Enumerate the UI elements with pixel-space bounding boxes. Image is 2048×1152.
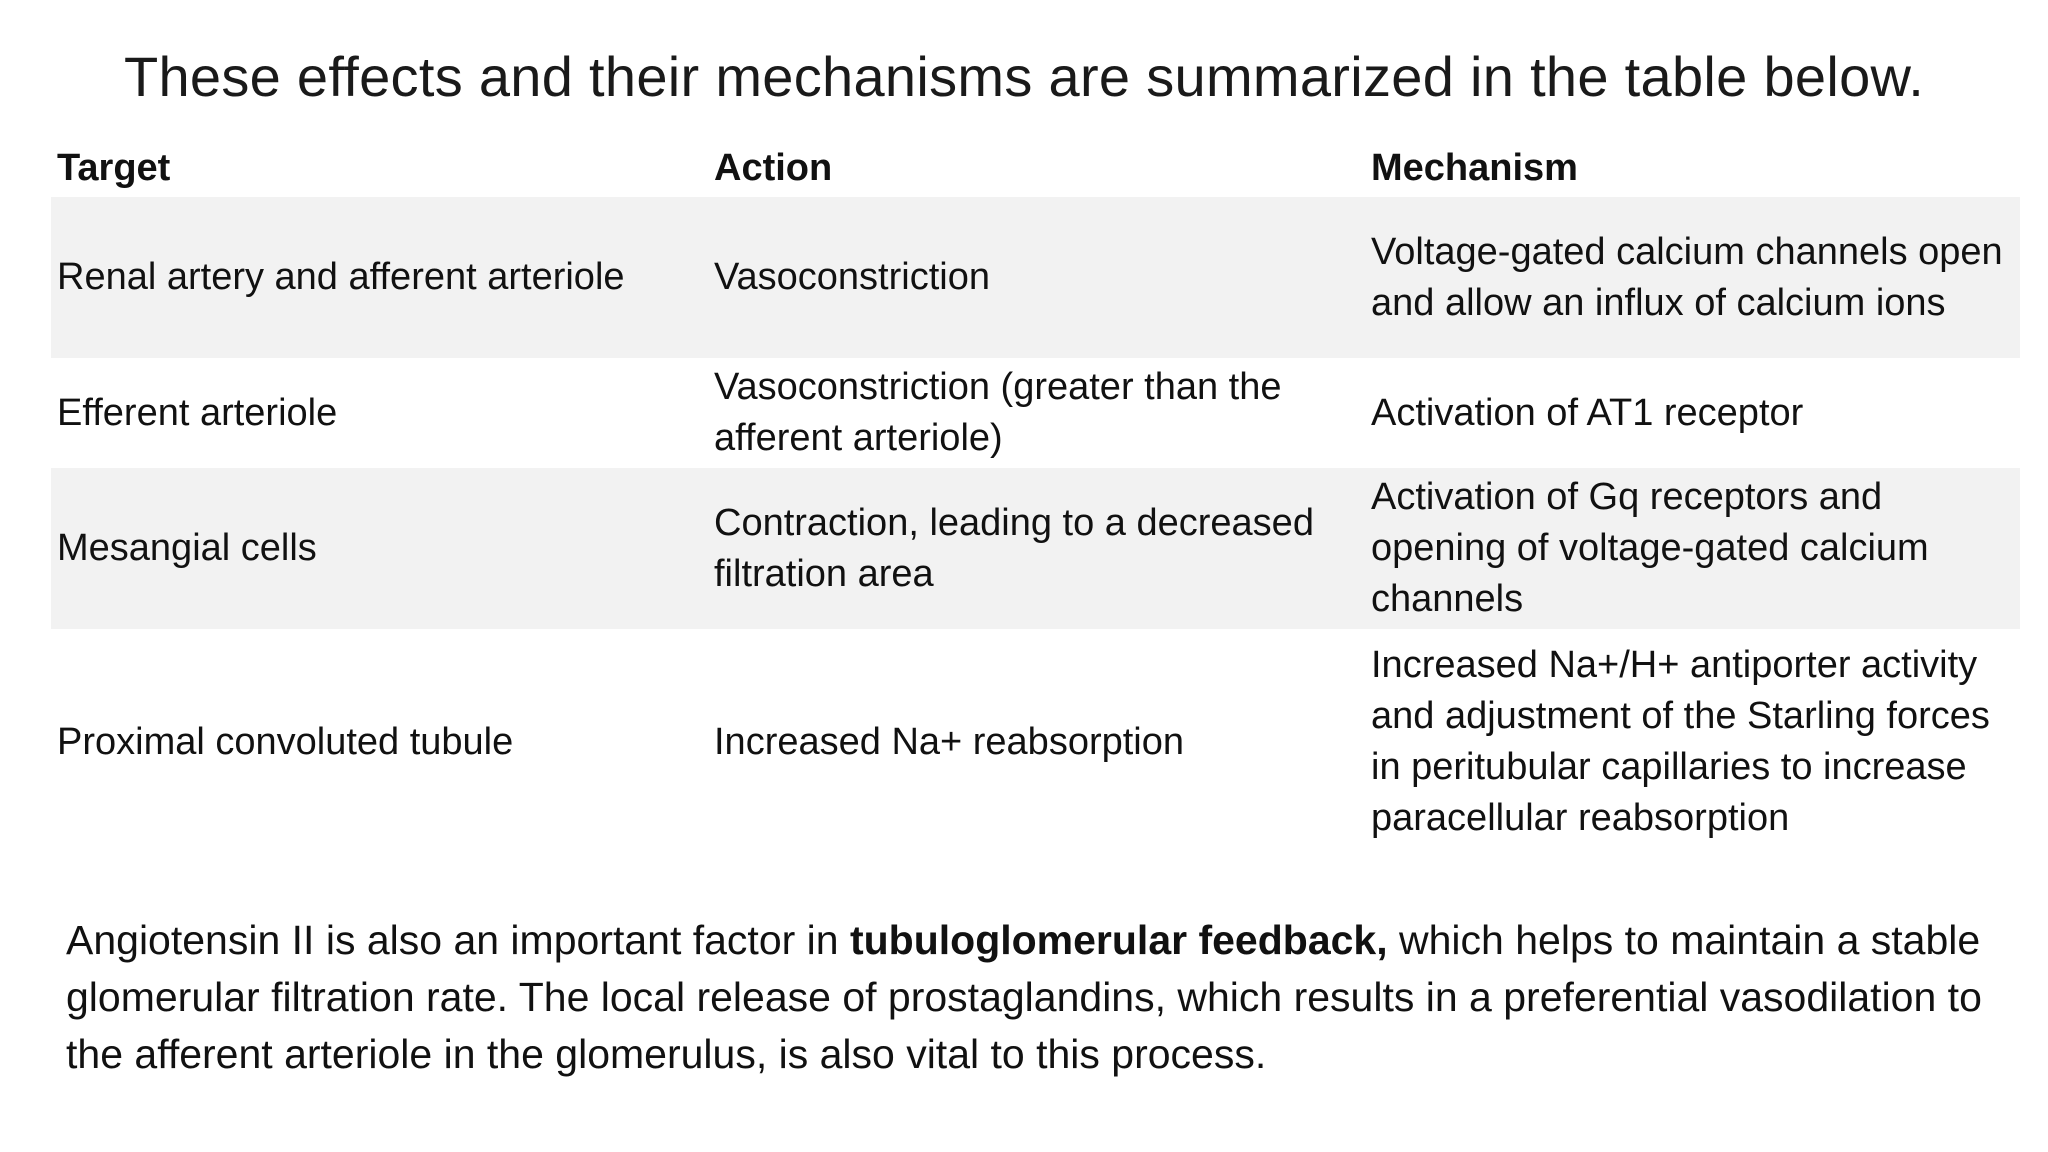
table-header-row [51, 140, 2020, 197]
cell-mechanism: Increased Na+/H+ antiporter activity and adjustment of the Starling forces in peritubular capillaries to increase paracellular reabsorption [1371, 644, 1990, 839]
table-row [51, 629, 2020, 855]
body-paragraph [66, 912, 1996, 1083]
cell-action: Contraction, leading to a decreased filtration area [708, 468, 1365, 629]
cell-target: Proximal convoluted tubule [57, 720, 514, 763]
cell-mechanism: Voltage-gated calcium channels open and allow an influx of calcium ions [1365, 197, 2020, 358]
table-row [51, 468, 2020, 629]
cell-mechanism: Activation of Gq receptors and opening of voltage-gated calcium channels [1365, 468, 2020, 629]
cell-action: Vasoconstriction [708, 197, 1365, 358]
cell-target: Renal artery and afferent arteriole [51, 197, 708, 358]
table-row [51, 197, 2020, 358]
slide-title: These effects and their mechanisms are summarized in the table below. [123, 45, 1925, 108]
table-row [51, 358, 2020, 468]
summary-table [51, 140, 2020, 855]
column-header-action: Action [714, 147, 833, 189]
cell-action: Increased Na+ reabsorption [714, 720, 1185, 763]
cell-target: Mesangial cells [51, 468, 708, 629]
column-header-target: Target [57, 147, 171, 189]
cell-mechanism: Activation of AT1 receptor [1371, 391, 1804, 434]
paragraph-bold-term: tubuloglomerular feedback, [849, 917, 1388, 963]
cell-target: Efferent arteriole [57, 391, 338, 434]
paragraph-text-start: Angiotensin II is also an important factor in [66, 917, 850, 963]
paragraph-text-end: which helps to maintain a stable glomerular filtration rate. The local release of prostaglandins, which results in a preferential vasodilation to the afferent arteriole in the glomerulus, is also vital to this process. [66, 917, 1982, 1077]
cell-action: Vasoconstriction (greater than the afferent arteriole) [714, 366, 1282, 459]
column-header-mechanism: Mechanism [1371, 147, 1578, 189]
